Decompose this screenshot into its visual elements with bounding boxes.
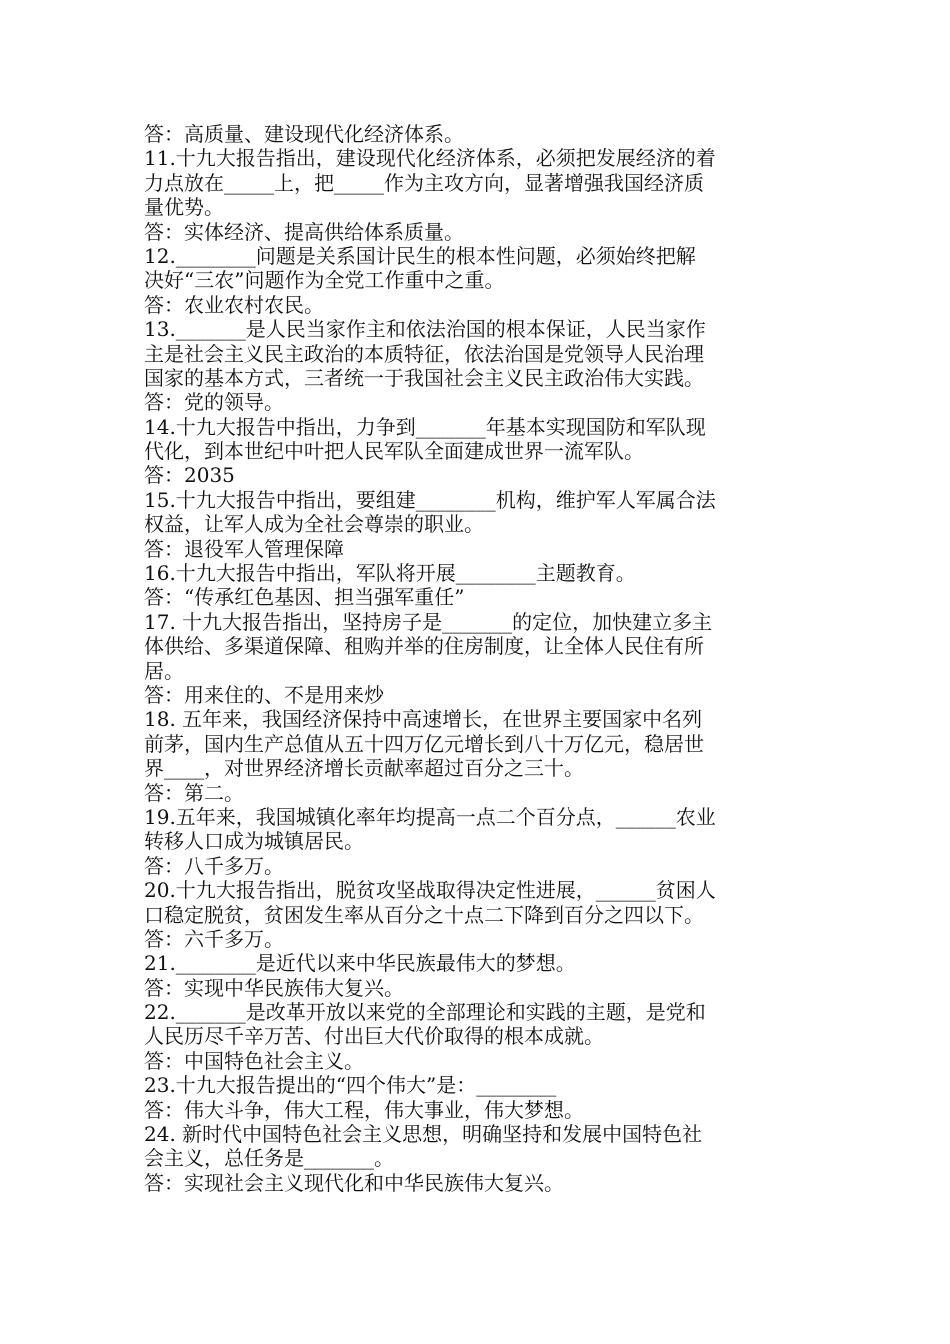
text-line: 答：党的领导。 [144, 390, 284, 415]
text-line: 权益，让军人成为全社会尊崇的职业。 [144, 512, 484, 537]
text-line: 20.十九大报告指出，脱贫攻坚战取得决定性进展，______贫困人 [144, 878, 716, 903]
text-line: 21.________是近代以来中华民族最伟大的梦想。 [144, 951, 576, 976]
text-line: 答：高质量、建设现代化经济体系。 [144, 122, 464, 146]
text-line: 15.十九大报告中指出，要组建________机构，维护军人军属合法 [144, 487, 716, 512]
text-line: 答：第二。 [144, 780, 244, 805]
text-line: 17. 十九大报告指出，坚持房子是_______的定位，加快建立多主 [144, 609, 713, 634]
text-line: 会主义，总任务是_______。 [144, 1146, 394, 1171]
text-line: 转移人口成为城镇居民。 [144, 829, 364, 854]
text-line: 前茅，国内生产总值从五十四万亿元增长到八十万亿元，稳居世 [144, 731, 704, 756]
text-line: 22._______是改革开放以来党的全部理论和实践的主题，是党和 [144, 1000, 706, 1025]
text-line: 人民历尽千辛万苦、付出巨大代价取得的根本成就。 [144, 1024, 604, 1049]
text-line: 界____，对世界经济增长贡献率超过百分之三十。 [144, 756, 584, 781]
text-line: 11.十九大报告指出，建设现代化经济体系，必须把发展经济的着 [144, 146, 716, 171]
document-body [144, 122, 814, 1195]
text-line: 答：实体经济、提高供给体系质量。 [144, 219, 464, 244]
text-line: 19.五年来，我国城镇化率年均提高一点二个百分点，______农业 [144, 804, 716, 829]
text-line: 24. 新时代中国特色社会主义思想，明确坚持和发展中国特色社 [144, 1122, 703, 1147]
text-line: 答：伟大斗争，伟大工程，伟大事业，伟大梦想。 [144, 1097, 584, 1122]
text-line: 主是社会主义民主政治的本质特征，依法治国是党领导人民治理 [144, 341, 704, 366]
text-line: 答：八千多万。 [144, 853, 284, 878]
text-line: 力点放在_____上，把_____作为主攻方向，显著增强我国经济质 [144, 170, 704, 195]
text-line: 体供给、多渠道保障、租购并举的住房制度，让全体人民住有所 [144, 634, 704, 659]
text-line: 代化，到本世纪中叶把人民军队全面建成世界一流军队。 [144, 439, 644, 464]
text-line: 量优势。 [144, 195, 224, 220]
text-line: 答：实现中华民族伟大复兴。 [144, 975, 404, 1000]
text-line: 16.十九大报告中指出，军队将开展________主题教育。 [144, 561, 636, 586]
text-line: 23.十九大报告提出的“四个伟大”是：________ [144, 1073, 557, 1098]
text-line: 国家的基本方式，三者统一于我国社会主义民主政治伟大实践。 [144, 365, 704, 390]
text-line: 答：“传承红色基因、担当强军重任” [144, 585, 465, 610]
text-line: 14.十九大报告中指出，力争到_______年基本实现国防和军队现 [144, 414, 706, 439]
text-line: 口稳定脱贫，贫困发生率从百分之十点二下降到百分之四以下。 [144, 902, 704, 927]
text-line: 答：六千多万。 [144, 926, 284, 951]
text-line: 答：2035 [144, 463, 235, 488]
text-line: 居。 [144, 658, 184, 683]
text-line: 答：用来住的、不是用来炒 [144, 682, 384, 707]
text-line: 答：实现社会主义现代化和中华民族伟大复兴。 [144, 1170, 564, 1195]
text-line: 12.________问题是关系国计民生的根本性问题，必须始终把解 [144, 243, 696, 268]
text-line: 答：退役军人管理保障 [144, 536, 344, 561]
text-line: 18. 五年来，我国经济保持中高速增长，在世界主要国家中名列 [144, 707, 703, 732]
text-line: 决好“三农”问题作为全党工作重中之重。 [144, 268, 505, 293]
text-line: 答：中国特色社会主义。 [144, 1048, 364, 1073]
text-line: 13._______是人民当家作主和依法治国的根本保证，人民当家作 [144, 317, 706, 342]
text-line: 答：农业农村农民。 [144, 292, 324, 317]
